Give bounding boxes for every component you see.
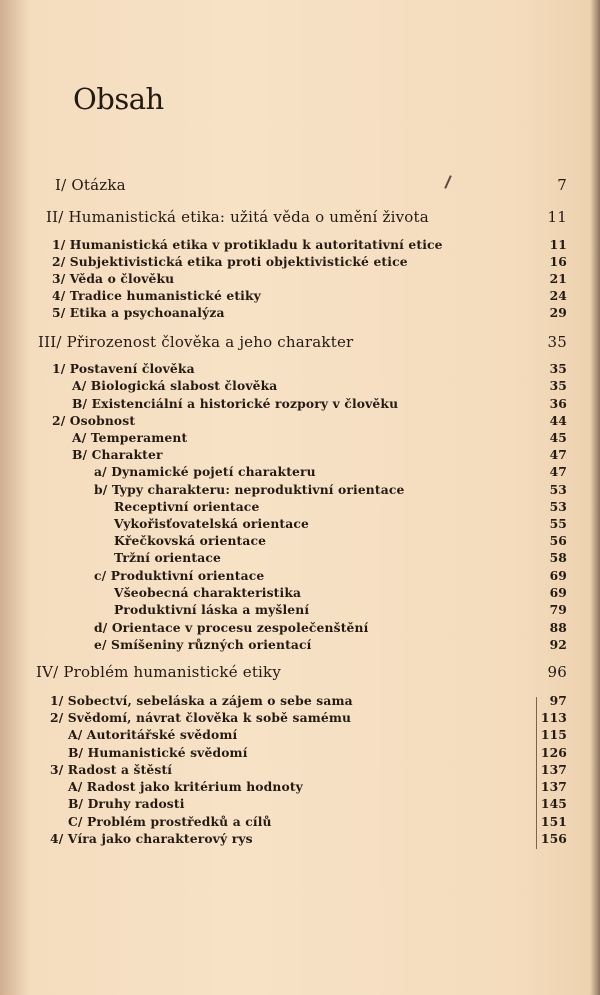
toc-label: B/ Druhy radosti bbox=[68, 796, 185, 811]
toc-page-number: 58 bbox=[549, 550, 567, 565]
toc-label: 5/ Etika a psychoanalýza bbox=[52, 305, 225, 320]
toc-page-number: 35 bbox=[549, 361, 567, 376]
toc-label: B/ Humanistické svědomí bbox=[68, 745, 248, 760]
toc-page-number: 115 bbox=[540, 727, 567, 742]
toc-page-number: 79 bbox=[549, 602, 567, 617]
toc-page-number: 29 bbox=[549, 305, 567, 320]
toc-label: 4/ Tradice humanistické etiky bbox=[52, 288, 261, 303]
toc-label: 1/ Postavení člověka bbox=[52, 361, 195, 376]
toc-page-number: 96 bbox=[547, 663, 567, 681]
toc-page-number: 69 bbox=[549, 568, 567, 583]
toc-label: C/ Problém prostředků a cílů bbox=[68, 814, 272, 829]
toc-page-number: 7 bbox=[557, 176, 567, 194]
toc-label: IV/ Problém humanistické etiky bbox=[36, 663, 282, 681]
toc-label: Produktivní láska a myšlení bbox=[114, 602, 310, 617]
toc-label: Všeobecná charakteristika bbox=[114, 585, 302, 600]
toc-page-number: 45 bbox=[549, 430, 567, 445]
toc-page-number: 11 bbox=[549, 237, 567, 252]
toc-label: A/ Radost jako kritérium hodnoty bbox=[68, 779, 303, 794]
toc-label: 3/ Věda o člověku bbox=[52, 271, 175, 286]
toc-label: 2/ Subjektivistická etika proti objektivistické etice bbox=[52, 254, 408, 269]
toc-page-number: 156 bbox=[540, 831, 567, 846]
toc-label: 4/ Víra jako charakterový rys bbox=[50, 831, 253, 846]
toc-label: 1/ Humanistická etika v protikladu k autoritativní etice bbox=[52, 237, 443, 252]
toc-label: a/ Dynamické pojetí charakteru bbox=[94, 464, 316, 479]
toc-page-number: 35 bbox=[547, 333, 567, 351]
toc-page-number: 47 bbox=[549, 447, 567, 462]
toc-label: Tržní orientace bbox=[114, 550, 221, 565]
toc-page-number: 126 bbox=[540, 745, 567, 760]
toc-page-number: 151 bbox=[540, 814, 567, 829]
margin-rule bbox=[536, 697, 537, 849]
toc-page-number: 56 bbox=[549, 533, 567, 548]
toc-page-number: 53 bbox=[549, 482, 567, 497]
toc-page-number: 92 bbox=[549, 637, 567, 652]
toc-label: Vykořisťovatelská orientace bbox=[114, 516, 309, 531]
pencil-mark bbox=[444, 175, 452, 189]
toc-page-number: 35 bbox=[549, 378, 567, 393]
toc-label: 2/ Osobnost bbox=[52, 413, 136, 428]
toc-label: Křečkovská orientace bbox=[114, 533, 267, 548]
toc-page-number: 44 bbox=[549, 413, 567, 428]
toc-page-number: 53 bbox=[549, 499, 567, 514]
toc-page-number: 55 bbox=[549, 516, 567, 531]
toc-page-number: 16 bbox=[549, 254, 567, 269]
toc-page-number: 11 bbox=[547, 208, 567, 226]
toc-page-number: 47 bbox=[549, 464, 567, 479]
toc-label: d/ Orientace v procesu zespolečenštění bbox=[94, 620, 369, 635]
toc-label: A/ Autoritářské svědomí bbox=[68, 727, 238, 742]
toc-page-number: 69 bbox=[549, 585, 567, 600]
toc-label: II/ Humanistická etika: užitá věda o umění života bbox=[46, 208, 429, 226]
toc-page-number: 137 bbox=[540, 762, 567, 777]
toc-label: B/ Charakter bbox=[72, 447, 163, 462]
toc-page-number: 97 bbox=[549, 693, 567, 708]
toc-label: Receptivní orientace bbox=[114, 499, 260, 514]
toc-label: B/ Existenciální a historické rozpory v člověku bbox=[72, 396, 399, 411]
toc-label: e/ Smíšeniny různých orientací bbox=[94, 637, 312, 652]
toc-page-number: 113 bbox=[540, 710, 567, 725]
toc-label: 2/ Svědomí, návrat člověka k sobě samému bbox=[50, 710, 352, 725]
page-title: Obsah bbox=[73, 82, 164, 116]
toc-page-number: 88 bbox=[549, 620, 567, 635]
toc-label: I/ Otázka bbox=[55, 176, 126, 194]
toc-page-number: 137 bbox=[540, 779, 567, 794]
toc-label: A/ Temperament bbox=[72, 430, 188, 445]
toc-page-number: 36 bbox=[549, 396, 567, 411]
toc-label: III/ Přirozenost člověka a jeho charakter bbox=[38, 333, 354, 351]
toc-label: c/ Produktivní orientace bbox=[94, 568, 265, 583]
toc-label: 1/ Sobectví, sebeláska a zájem o sebe sama bbox=[50, 693, 353, 708]
toc-page-number: 145 bbox=[540, 796, 567, 811]
toc-label: A/ Biologická slabost člověka bbox=[72, 378, 278, 393]
toc-page-number: 21 bbox=[549, 271, 567, 286]
toc-page-number: 24 bbox=[549, 288, 567, 303]
toc-label: b/ Typy charakteru: neproduktivní orientace bbox=[94, 482, 405, 497]
toc-label: 3/ Radost a štěstí bbox=[50, 762, 173, 777]
